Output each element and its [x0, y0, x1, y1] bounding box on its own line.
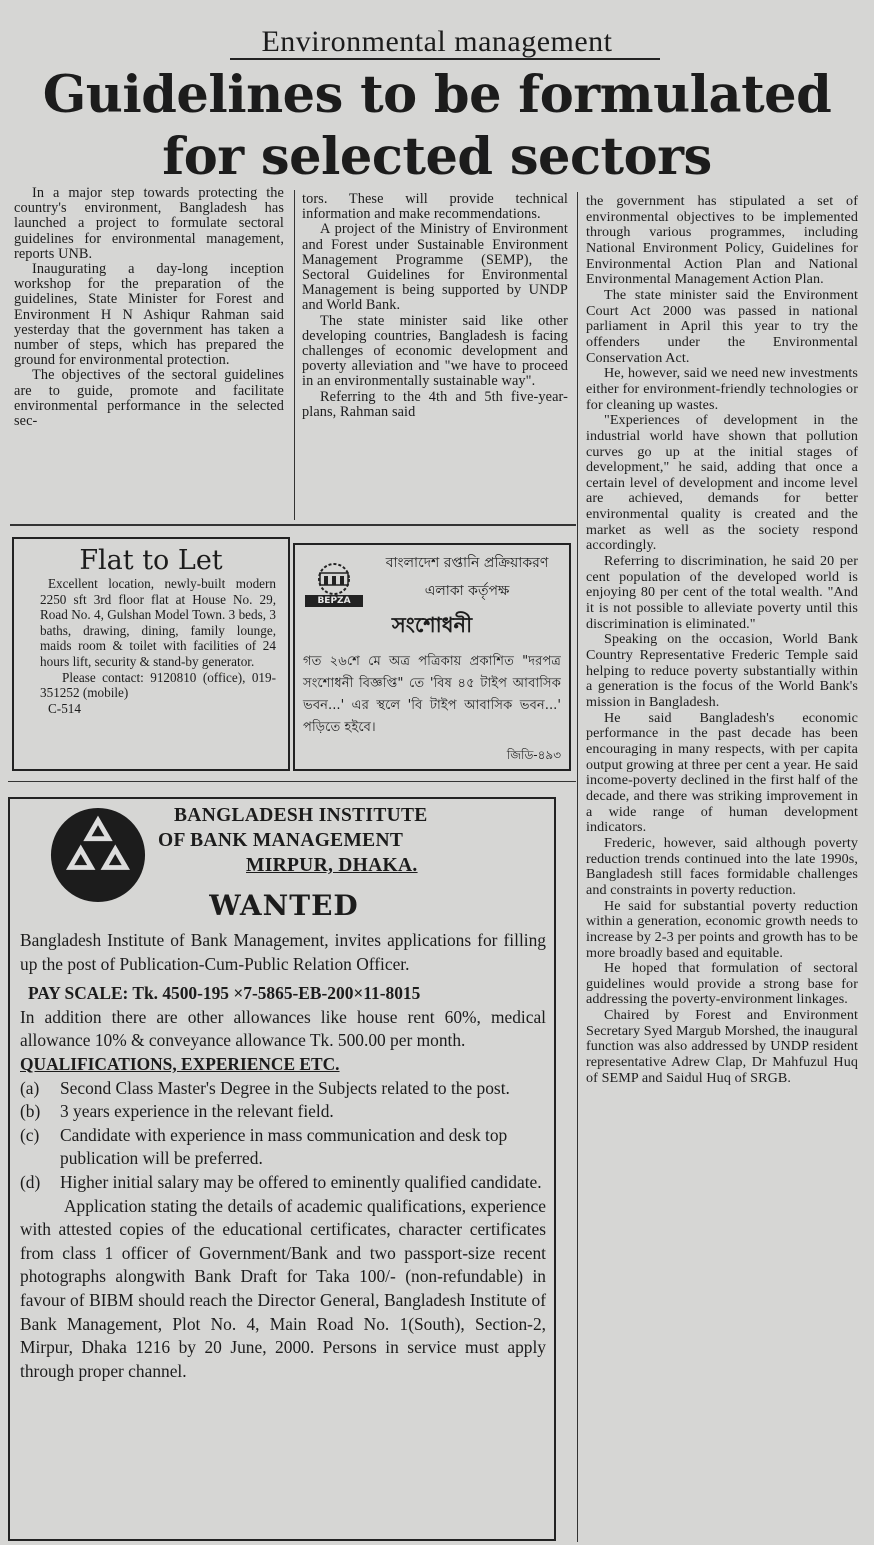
article-paragraph: The state minister said like other developing countries, Bangladesh is facing challenges of economic development and poverty alleviation and "we have to proceed in an environmentally sustainable way".	[302, 312, 568, 390]
flat-ad-contact: Please contact: 9120810 (office), 019-351252 (mobile)	[40, 669, 276, 701]
article-paragraph: A project of the Ministry of Environment and Forest under Sustainable Environment Management Programme (SEMP), the Sectoral Guidelines for Environmental Management is being supported by UNDP and World Bank.	[302, 221, 568, 314]
article-bottom-rule	[10, 524, 576, 526]
bibm-recruitment-ad	[8, 797, 556, 1541]
article-paragraph: tors. These will provide technical information and make recommendations.	[302, 191, 568, 223]
bepza-notice-body: গত ২৬শে মে অত্র পত্রিকায় প্রকাশিত "দরপত্র সংশোধনী বিজ্ঞপ্তি" তে 'বিষ ৪৫ টাইপ আবাসিক ভবন...' এর স্থলে 'বি টাইপ আবাসিক ভবন...' পড়িতে হইবে।	[303, 654, 561, 735]
headline-line-1: Guidelines to be formulated	[42, 65, 832, 125]
list-item-marker: (a)	[20, 1077, 40, 1098]
bibm-ad-body	[20, 929, 546, 1383]
article-paragraph: He said for substantial poverty reduction within a generation, economic growth needs to increase by 2-3 per points and growth has to be more broadly based and equitable.	[586, 897, 858, 961]
bibm-org-line-2: OF BANK MANAGEMENT	[158, 830, 404, 851]
bibm-org-line-1: BANGLADESH INSTITUTE	[174, 805, 428, 826]
article-paragraph: Referring to the 4th and 5th five-year-plans, Rahman said	[302, 388, 568, 420]
article-column-1	[14, 186, 284, 429]
article-paragraph: The state minister said the Environment Court Act 2000 was passed in national parliament in April this year to try the offenders under the Environmental Conservation Act.	[586, 286, 858, 366]
article-paragraph: He said Bangladesh's economic performance in the past decade has been encouraging in many respects, with per capita output growing at three per cent a year. He said income-poverty declined in the first half of the decade, and there was striking improvement in a wide range of human development indicators.	[586, 709, 858, 836]
list-item-text: Second Class Master's Degree in the Subjects related to the post.	[60, 1077, 510, 1098]
list-item	[20, 1171, 546, 1195]
article-paragraph: the government has stipulated a set of environmental objectives to be implemented through various programmes, including National Environment Policy, Guidelines for Environmental Action Plan and National Environmental Management Action Plan.	[586, 193, 858, 288]
article-column-3	[586, 194, 858, 1086]
bepza-org-line-1: বাংলাদেশ রপ্তানি প্রক্রিয়াকরণ	[385, 555, 549, 571]
article-paragraph: Inaugurating a day-long inception workshop for the preparation of the guidelines, State Minister for Forest and Environment H N Ashiqur Rahman said yesterday that the government has taken a number of steps, which has prepared the ground for environmental protection.	[14, 261, 284, 369]
list-item-marker: (d)	[20, 1171, 41, 1192]
bepza-notice-title: সংশোধনী	[391, 613, 473, 637]
headline	[0, 64, 874, 188]
flat-ad-code: C-514	[48, 700, 81, 716]
article-paragraph: He, however, said we need new investments either for environment-friendly technologies or for cleaning up wastes.	[586, 365, 858, 413]
article-paragraph: He hoped that formulation of sectoral guidelines would provide a strong base for addressing the poverty-environment linkages.	[586, 960, 858, 1008]
list-item-text: 3 years experience in the relevant field.	[60, 1101, 334, 1122]
flat-ad-description: Excellent location, newly-built modern 2250 sft 3rd floor flat at House No. 29, Road No. 4, Gulshan Model Town. 3 beds, 3 baths, drawing, dining, family lounge, maids room & toilet with facilities of 24 hours lift, security & stand-by generator.	[40, 576, 276, 669]
flat-ad-body	[14, 576, 288, 716]
list-item-marker: (c)	[20, 1124, 40, 1145]
section-kicker: Environmental management	[261, 25, 613, 58]
list-item-text: Candidate with experience in mass communication and desk top publication will be preferred.	[60, 1124, 508, 1169]
bepza-logo-text: BEPZA	[317, 596, 351, 606]
article-paragraph: The objectives of the sectoral guidelines are to guide, promote and facilitate environmental performance in the selected sec-	[14, 367, 284, 430]
bibm-pay-scale: PAY SCALE: Tk. 4500-195 ×7-5865-EB-200×11-8015	[28, 983, 421, 1004]
article-paragraph: Frederic, however, said although poverty reduction trends continued into the late 1990s, Bangladesh still faces formidable challenges and constraints in poverty reduction.	[586, 834, 858, 898]
list-item	[20, 1100, 546, 1124]
qualifications-list	[20, 1077, 546, 1195]
column-rule	[577, 192, 578, 1542]
article-paragraph: Chaired by Forest and Environment Secretary Syed Margub Morshed, the inaugural function was also addressed by UNDP resident representative Adrew Clap, Dr Mahfuzul Huq of SEMP and Saidul Huq of SRGB.	[586, 1007, 858, 1086]
article-paragraph: Speaking on the occasion, World Bank Country Representative Frederic Temple said helping to reduce poverty substantially within a generation is the focus of the World Bank's mission in Bangladesh.	[586, 631, 858, 710]
list-item	[20, 1077, 546, 1101]
bibm-application-text: Application stating the details of academic qualifications, experience with attested copies of the educational certificates, character certificates from class 1 officer of Government/Bank and two passport-size recent photographs alongwith Bank Draft for Taka 100/- (non-refundable) in favour of BIBM should reach the Director General, Bangladesh Institute of Bank Management, Plot No. 4, Main Road No. 1(South), Section-2, Mirpur, Dhaka 1216 by 20 June, 2000. Persons in service must apply through proper channel.	[20, 1195, 546, 1381]
bibm-intro: Bangladesh Institute of Bank Management, invites applications for filling up the post of Publication-Cum-Public Relation Officer.	[20, 930, 546, 974]
column-rule	[294, 190, 295, 520]
bepza-org-line-2: এলাকা কর্তৃপক্ষ	[424, 583, 510, 599]
bepza-notice-code: জিডি-৪৯৩	[506, 748, 561, 762]
article-paragraph: In a major step towards protecting the country's environment, Bangladesh has launched a project to formulate sectoral guidelines for environmental management, reports UNB.	[14, 185, 284, 262]
kicker-rule	[230, 58, 660, 60]
list-item	[20, 1124, 546, 1171]
article-column-2	[302, 192, 568, 420]
flat-to-let-ad	[12, 537, 290, 771]
bibm-qual-heading: QUALIFICATIONS, EXPERIENCE ETC.	[20, 1053, 340, 1074]
bibm-org-name	[158, 803, 538, 878]
ads-separator-rule	[8, 781, 576, 782]
flat-ad-title: Flat to Let	[79, 545, 223, 576]
article-paragraph: Referring to discrimination, he said 20 per cent population of the developed world is enjoying 80 per cent of the total wealth. "And it is not possible to alleviate poverty until this discrimination is eliminated."	[586, 553, 858, 632]
wanted-heading: WANTED	[209, 889, 359, 922]
bepza-notice	[293, 543, 571, 771]
bibm-allowances: In addition there are other allowances like house rent 60%, medical allowance 10% & conveyance allowance Tk. 500.00 per month.	[20, 1006, 546, 1051]
headline-line-2: for selected sectors	[162, 127, 712, 187]
list-item-text: Higher initial salary may be offered to eminently qualified candidate.	[60, 1171, 542, 1192]
bibm-location: MIRPUR, DHAKA.	[246, 855, 418, 876]
list-item-marker: (b)	[20, 1101, 41, 1122]
article-paragraph: "Experiences of development in the industrial world have shown that pollution curves go up at the initial stages of development," he said, adding that once a certain level of development and income level are achieved, demands for better environmental quality is created and the market as well as the society respond accordingly.	[586, 412, 858, 554]
